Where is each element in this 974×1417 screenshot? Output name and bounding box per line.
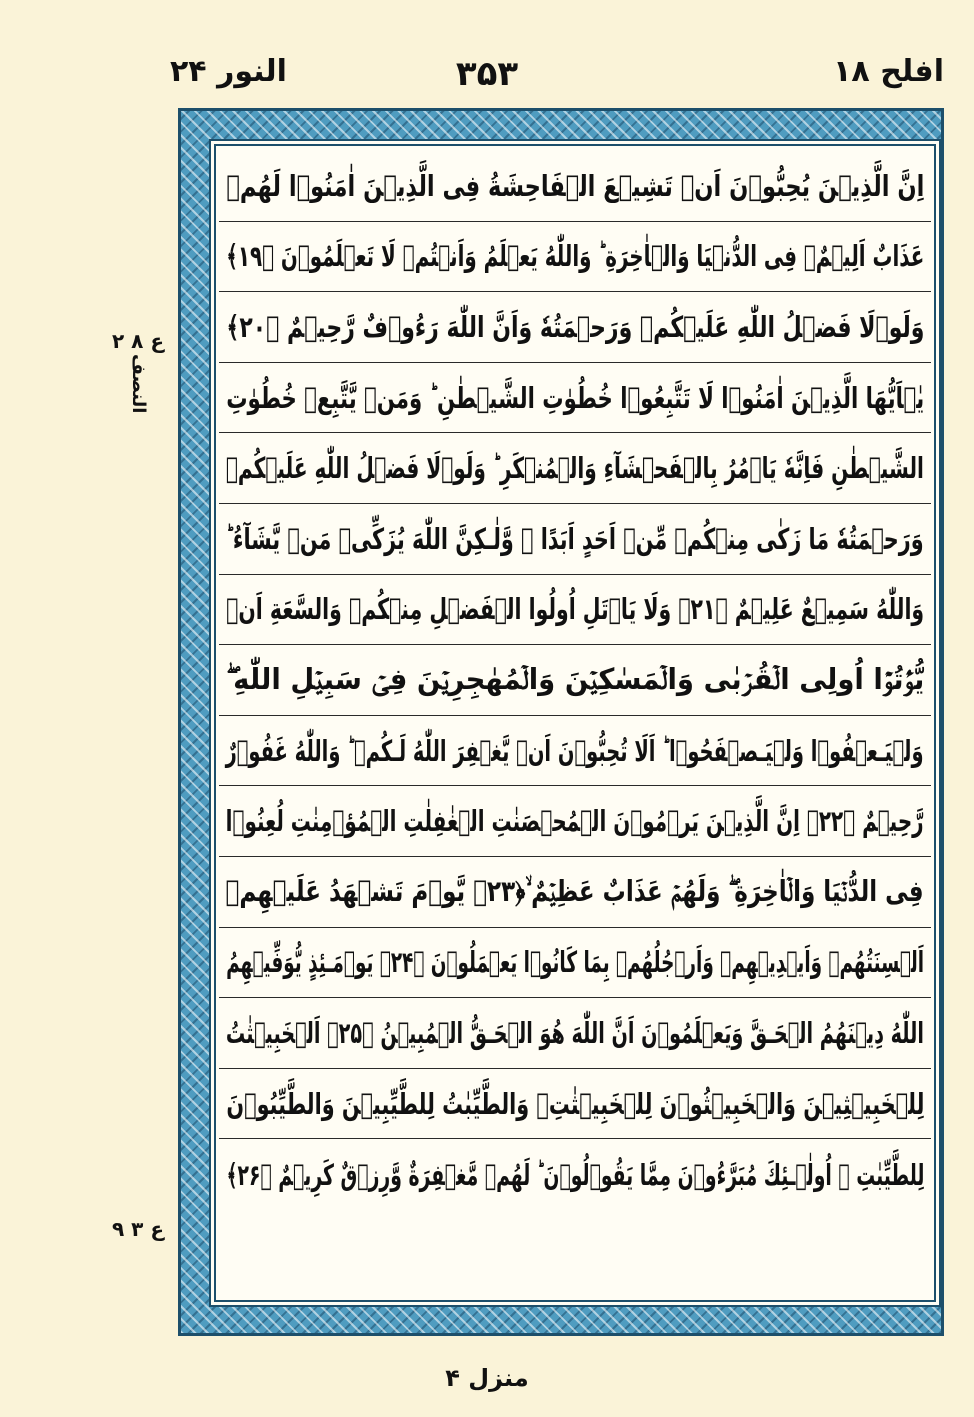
ruku-marker-bottom: ع ۳ ۹ (111, 1217, 165, 1241)
text-line-content: عَذَابٌ اَلِيۡمٌۙ فِى الدُّنۡيَا وَالۡاٰخِرَةِ‌ ؕ وَاللّٰهُ يَعۡلَمُ وَاَنۡتُمۡ لَا تَعۡلَمُوۡنَ ﴿۱۹﴾ (226, 239, 925, 274)
page-header (0, 54, 974, 104)
text-line-content: وَلَوۡلَا فَضۡلُ اللّٰهِ عَلَيۡكُمۡ وَرَحۡمَتُهٗ وَاَنَّ اللّٰهَ رَءُوۡفٌ رَّحِيۡمٌ ﴿۲۰﴾ (225, 309, 924, 344)
text-line-content: وَرَحۡمَتُهٗ مَا زَكٰى مِنۡكُمۡ مِّنۡ اَحَدٍ اَبَدًا ۙ وَّلٰـكِنَّ اللّٰهَ يُزَكِّىۡ مَنۡ يَّشَآءُ‌ ؕ (226, 521, 924, 556)
text-line (219, 786, 931, 857)
text-line (219, 575, 931, 646)
text-line (219, 1069, 931, 1140)
decorative-border-frame (178, 108, 944, 1336)
text-line-content: اَلۡسِنَتُهُمۡ وَاَيۡدِيۡهِمۡ وَاَرۡجُلُهُمۡ بِمَا كَانُوۡا يَعۡمَلُوۡنَ ﴿۲۴﴾ يَوۡمَـئِذٍ يُّوَفِّيۡهِمُ (225, 945, 924, 980)
text-line (219, 716, 931, 787)
text-line (219, 151, 931, 222)
text-panel (209, 139, 941, 1307)
text-line (219, 504, 931, 575)
text-line (219, 292, 931, 363)
text-line (219, 998, 931, 1069)
text-line (219, 928, 931, 999)
text-line-content: الشَّيۡطٰنِ فَاِنَّهٗ يَاۡمُرُ بِالۡفَحۡشَآءِ وَالۡمُنۡكَرِ‌ ؕ وَلَوۡلَا فَضۡلُ اللّٰهِ عَلَيۡكُمۡ (226, 451, 924, 486)
text-line (219, 857, 931, 928)
text-line-content: يٰۤاَيُّهَا الَّذِيۡنَ اٰمَنُوۡا لَا تَتَّبِعُوۡا خُطُوٰتِ الشَّيۡطٰنِ‌ ؕ وَمَنۡ يَّتَّبِعۡ خُطُوٰتِ (225, 380, 924, 415)
text-line-content: لِلۡخَبِيۡثِيۡنَ وَالۡخَبِيۡثُوۡنَ لِلۡخَبِيۡثٰتِ‌ۚ وَالطَّيِّبٰتُ لِلطَّيِّبِيۡنَ وَالطَّيِّبُوۡنَ (225, 1086, 924, 1121)
text-line-content: وَاللّٰهُ سَمِيۡعٌ عَلِيۡمٌ ﴿۲۱﴾ وَلَا يَاۡتَلِ اُولُوا الۡفَضۡلِ مِنۡكُمۡ وَالسَّعَةِ اَنۡ (226, 592, 924, 627)
verse-lines (219, 151, 931, 1210)
text-line-content: فِى الدُّنۡيَا وَالۡاٰخِرَةِ ۖ وَلَهُمۡ عَذَابٌ عَظِيۡمٌ ۙ﴿۲۳﴾ يَّوۡمَ تَشۡهَدُ عَلَيۡهِمۡ (225, 874, 924, 909)
text-line-content: اِنَّ الَّذِيۡنَ يُحِبُّوۡنَ اَنۡ تَشِيۡعَ الۡفَاحِشَةُ فِى الَّذِيۡنَ اٰمَنُوۡا لَهُمۡ (225, 168, 924, 203)
text-line (219, 645, 931, 716)
manzil-footer: منزل ۴ (445, 1364, 529, 1392)
text-line-content: وَلۡيَـعۡفُوۡا وَلۡيَـصۡفَحُوۡا‌ ؕ اَلَا تُحِبُّوۡنَ اَنۡ يَّغۡفِرَ اللّٰهُ لَـكُمۡ‌ ؕ وَاللّٰهُ غَفُوۡرٌ (226, 733, 924, 768)
text-line (219, 433, 931, 504)
ruku-marker-top-text: ع ۸ ۲ (111, 329, 165, 353)
text-line-content: يُّؤۡتُوۡۤا اُولِى الۡقُرۡبٰى وَالۡمَسٰكِيۡنَ وَالۡمُهٰجِرِيۡنَ فِىۡ سَبِيۡلِ اللّٰهِ‌ ۖ (226, 662, 924, 697)
juz-name: افلح ۱۸ (833, 54, 944, 89)
text-line-content: اللّٰهُ دِيۡنَهُمُ الۡحَـقَّ وَيَعۡلَمُوۡنَ اَنَّ اللّٰهَ هُوَ الۡحَـقُّ الۡمُبِيۡنُ ﴿۲۵﴾ اَلۡخَبِيۡثٰتُ (226, 1015, 924, 1050)
text-line (219, 222, 931, 293)
text-line (219, 363, 931, 434)
nisf-marker: النصف (128, 354, 149, 414)
ruku-marker-top (108, 330, 168, 413)
text-line (219, 1139, 931, 1210)
page-number: ۳۵۳ (455, 54, 519, 94)
text-line-content: رَّحِيۡمٌ ﴿۲۲﴾ اِنَّ الَّذِيۡنَ يَرۡمُوۡنَ الۡمُحۡصَنٰتِ الۡغٰفِلٰتِ الۡمُؤۡمِنٰتِ لُعِنُوۡا (225, 804, 924, 839)
text-line-content: لِلطَّيِّبٰتِ‌ ۚ اُولٰۤـئِكَ مُبَرَّءُوۡنَ مِمَّا يَقُوۡلُوۡنَ‌ ؕ لَهُمۡ مَّغۡفِرَةٌ وَّرِزۡقٌ كَرِيۡمٌ ﴿۲۶﴾ (225, 1157, 924, 1192)
surah-name: النور ۲۴ (170, 54, 287, 89)
